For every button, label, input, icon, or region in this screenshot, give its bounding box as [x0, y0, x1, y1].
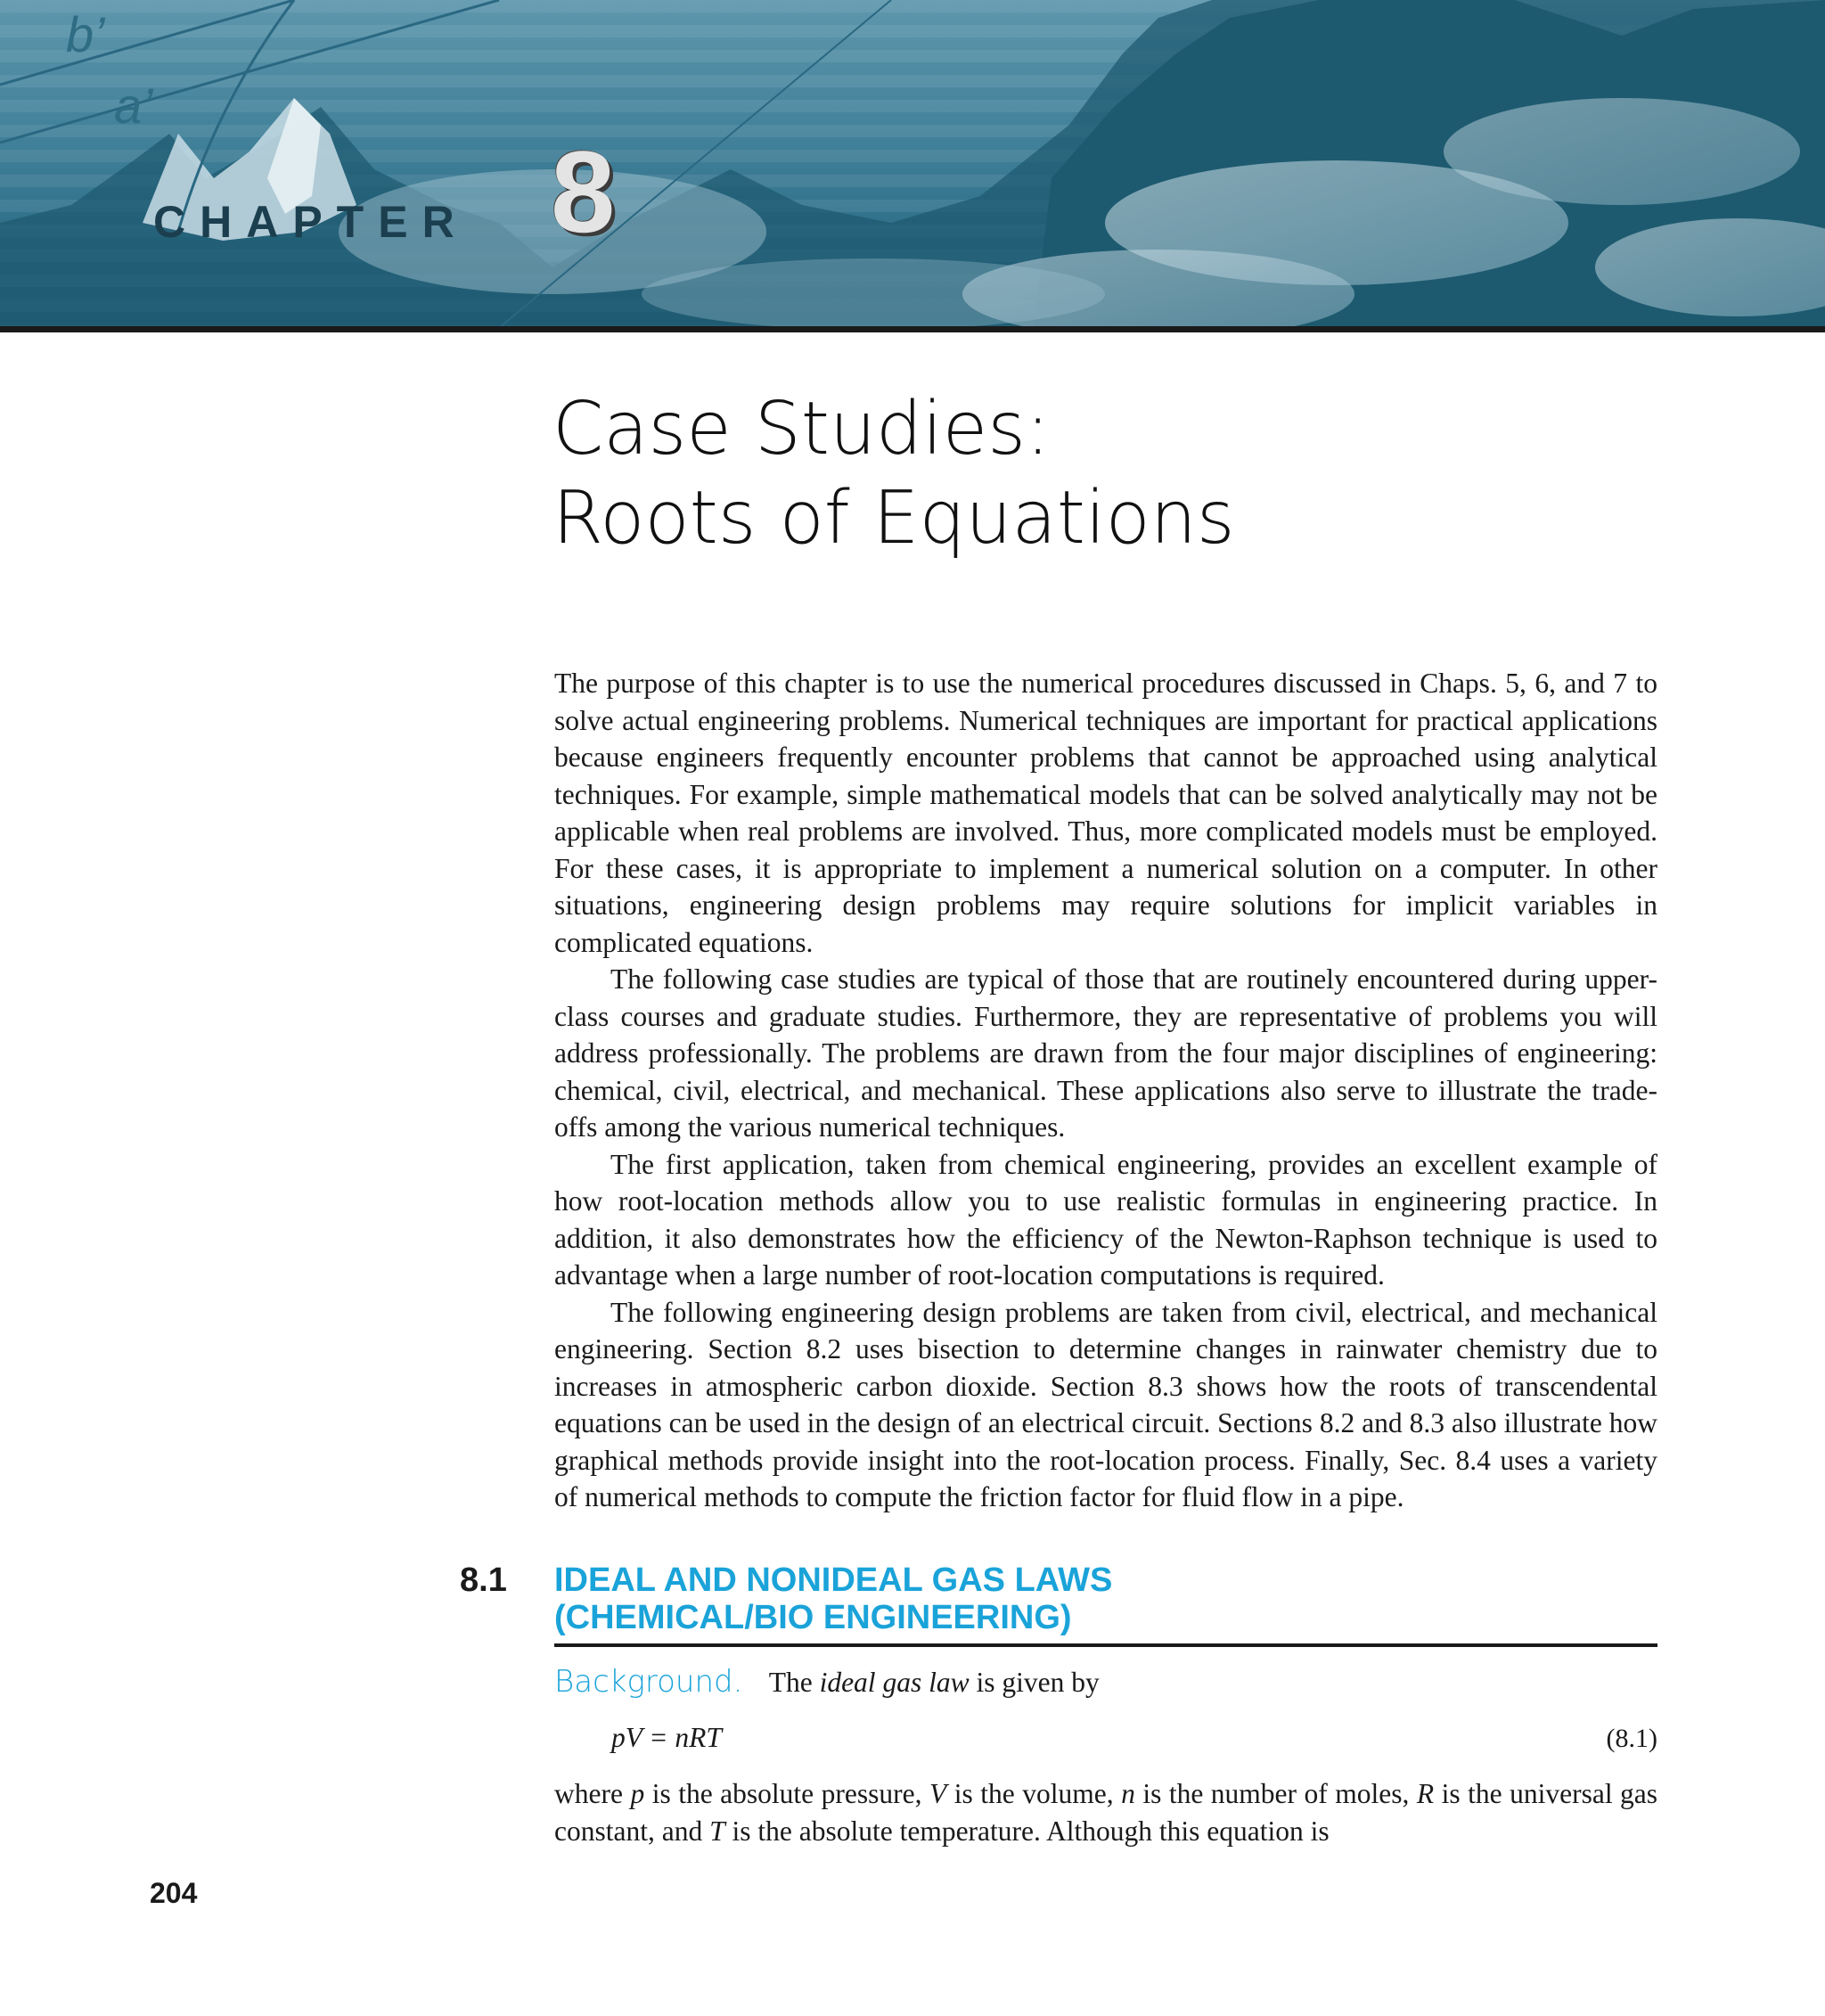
background-line	[554, 1663, 1657, 1701]
chapter-number: 8	[551, 127, 616, 257]
label-b-prime: b’	[66, 6, 105, 62]
equation-number: (8.1)	[1606, 1724, 1657, 1753]
background-text-before: The	[768, 1667, 813, 1698]
section-heading-line-2: (CHEMICAL/BIO ENGINEERING)	[554, 1599, 1072, 1636]
intro-text	[554, 665, 1657, 1516]
paragraph-3: The first application, taken from chemical engineering, provides an excellent example of how root-location methods allow you to use realistic formulas in engineering practice. In addition, it also demonstrates how the efficiency of the Newton-Raphson technique is used to advantage when a large number of root-location computations is required.	[554, 1148, 1657, 1291]
paragraph-1: The purpose of this chapter is to use the numerical procedures discussed in Chaps. 5, 6, and 7 to solve actual engineering problems. Numerical techniques are important for practical applications because engineers frequently encounter problems that cannot be approached using analytical techniques. For example, simple mathematical models that can be solved analytically may not be applicable when real problems are involved. Thus, more complicated models must be employed. For these cases, it is appropriate to implement a numerical solution on a computer. In other situations, engineering design problems may require solutions for implicit variables in complicated equations.	[554, 668, 1657, 958]
paragraph-2: The following case studies are typical of those that are routinely encountered during upper-class courses and graduate studies. Furthermore, they are representative of problems you will address professionally. The problems are drawn from the four major disciplines of engineering: chemical, civil, electrical, and mechanical. These applications also serve to illustrate the trade-offs among the various numerical techniques.	[554, 963, 1657, 1143]
page-number: 204	[150, 1877, 198, 1909]
label-a-prime: a’	[114, 78, 153, 134]
section-rule	[554, 1643, 1657, 1647]
chapter-banner	[0, 0, 1825, 328]
paragraph-4: The following engineering design problems are taken from civil, electrical, and mechanical engineering. Section 8.2 uses bisection to determine changes in rainwater chemistry due to increases in atmospheric carbon dioxide. Section 8.3 shows how the roots of transcendental equations can be used in the design of an electrical circuit. Sections 8.2 and 8.3 also illustrate how graphical methods provide insight into the root-location process. Finally, Sec. 8.4 uses a variety of numerical methods to compute the friction factor for fluid flow in a pipe.	[554, 1296, 1657, 1512]
chapter-title	[552, 385, 1235, 563]
section-number: 8.1	[460, 1561, 507, 1599]
equation-8-1: pV = nRT	[611, 1722, 722, 1753]
background-text-after: is given by	[976, 1667, 1100, 1698]
ideal-gas-law-term: ideal gas law	[819, 1667, 970, 1698]
section-heading	[554, 1561, 1112, 1636]
chapter-title-line-2: Roots of Equations	[552, 476, 1235, 561]
section-heading-line-1: IDEAL AND NONIDEAL GAS LAWS	[554, 1561, 1113, 1599]
chapter-label: CHAPTER	[153, 197, 469, 247]
mountain-banner-image	[0, 0, 1825, 328]
chapter-title-line-1: Case Studies:	[552, 387, 1051, 471]
background-label: Background.	[554, 1664, 743, 1700]
closing-text	[554, 1775, 1657, 1849]
banner-divider	[0, 326, 1825, 332]
closing-paragraph: where p is the absolute pressure, V is the volume, n is the number of moles, R is the universal gas constant, and T is the absolute temperature. Although this equation is	[554, 1778, 1658, 1847]
